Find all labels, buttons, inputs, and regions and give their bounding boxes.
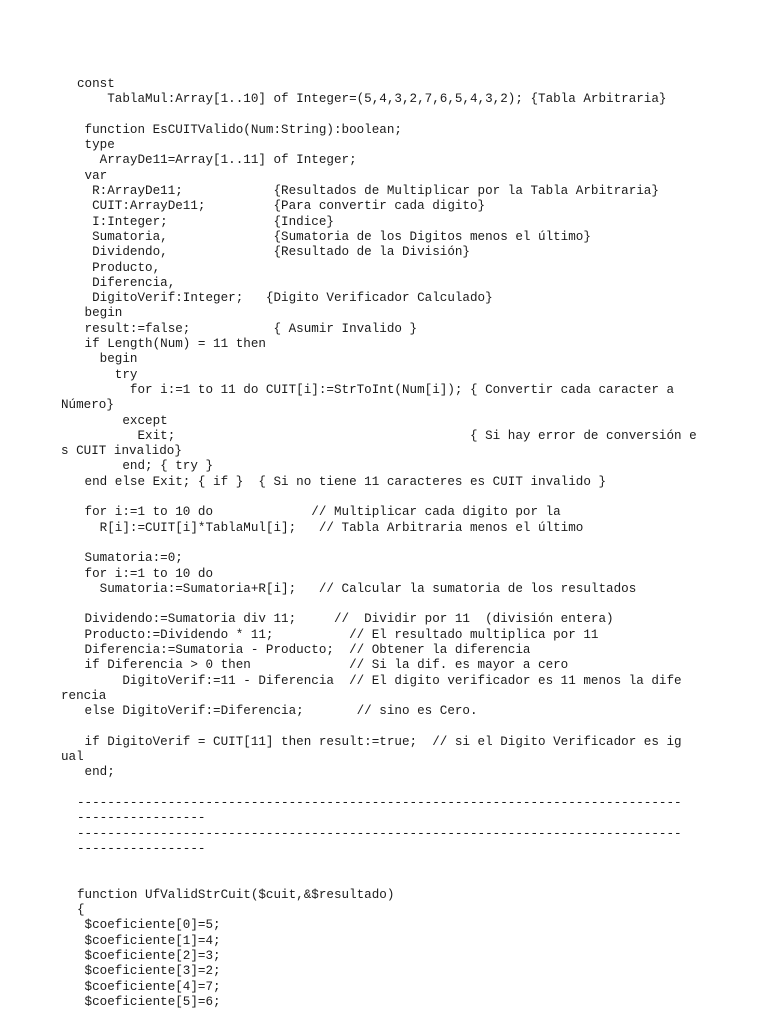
code-line: TablaMul:Array[1..10] of Integer=(5,4,3,2,7,6,5,4,3,2); {Tabla Arbitraria} [77,92,667,107]
code-line: $coeficiente[4]=7; [77,979,221,994]
code-line: $coeficiente[2]=3; [77,948,221,963]
code-line: R:ArrayDe11; {Resultados de Multiplicar por la Tabla Arbitraria} [77,184,659,199]
code-line: DigitoVerif:Integer; {Digito Verificador Calculado} [77,291,493,306]
code-line [77,490,717,505]
code-line [77,781,717,796]
code-line: Sumatoria:=Sumatoria+R[i]; // Calcular la sumatoria de los resultados [77,581,637,596]
code-line: var [77,168,108,183]
code-line: Número} [61,398,114,413]
code-line [77,597,717,612]
code-line: rencia [61,688,107,703]
code-line: type [77,138,115,153]
code-line: Producto, [77,260,161,275]
code-line: Producto:=Dividendo * 11; // El resultado multiplica por 11 [77,627,599,642]
code-line: end else Exit; { if } { Si no tiene 11 caracteres es CUIT invalido } [77,474,607,489]
code-line: DigitoVerif:=11 - Diferencia // El digito verificador es 11 menos la dife [77,673,682,688]
code-line: if DigitoVerif = CUIT[11] then result:=true; // si el Digito Verificador es ig [77,734,682,749]
code-line: Exit; { Si hay error de conversión e [77,428,697,443]
code-line: ----------------- [77,841,206,856]
code-document [61,77,717,1010]
code-line: try [77,367,138,382]
code-line: if Length(Num) = 11 then [77,337,266,352]
code-line: result:=false; { Asumir Invalido } [77,321,418,336]
code-line: $coeficiente[5]=6; [77,994,221,1009]
code-line: R[i]:=CUIT[i]*TablaMul[i]; // Tabla Arbitraria menos el último [77,520,584,535]
code-line: -------------------------------------------------------------------------------- [77,795,682,810]
code-line: end; [77,765,115,780]
code-line: I:Integer; {Indice} [77,214,334,229]
code-line: Sumatoria:=0; [77,551,183,566]
code-line [77,857,717,872]
code-line [77,536,717,551]
code-line [77,108,717,123]
code-line: -------------------------------------------------------------------------------- [77,826,682,841]
code-line: const [77,77,115,91]
code-line: function UfValidStrCuit($cuit,&$resultado) [77,887,395,902]
code-line: CUIT:ArrayDe11; {Para convertir cada digito} [77,199,486,214]
code-line: for i:=1 to 11 do CUIT[i]:=StrToInt(Num[i]); { Convertir cada caracter a [77,382,675,397]
code-line: if Diferencia > 0 then // Si la dif. es mayor a cero [77,658,569,673]
code-line: begin [77,352,138,367]
code-line: function EsCUITValido(Num:String):boolean; [77,122,402,137]
code-line: $coeficiente[0]=5; [77,918,221,933]
code-line: { [77,903,85,918]
code-line: Diferencia:=Sumatoria - Producto; // Obtener la diferencia [77,642,531,657]
code-line [77,719,717,734]
code-line: begin [77,306,123,321]
code-line: else DigitoVerif:=Diferencia; // sino es Cero. [77,704,478,719]
code-line: ual [61,750,84,765]
code-line: for i:=1 to 10 do // Multiplicar cada digito por la [77,505,561,520]
code-line: Dividendo, {Resultado de la División} [77,245,470,260]
code-line: $coeficiente[1]=4; [77,933,221,948]
code-line: Dividendo:=Sumatoria div 11; // Dividir por 11 (división entera) [77,612,614,627]
code-line [77,872,717,887]
code-line: end; { try } [77,459,214,474]
code-line: Diferencia, [77,275,176,290]
code-line: s CUIT invalido} [61,444,182,459]
code-line: ArrayDe11=Array[1..11] of Integer; [77,153,357,168]
code-line: except [77,413,168,428]
code-line: for i:=1 to 10 do [77,566,214,581]
code-line: Sumatoria, {Sumatoria de los Digitos menos el último} [77,229,591,244]
code-line: ----------------- [77,811,206,826]
code-line: $coeficiente[3]=2; [77,964,221,979]
